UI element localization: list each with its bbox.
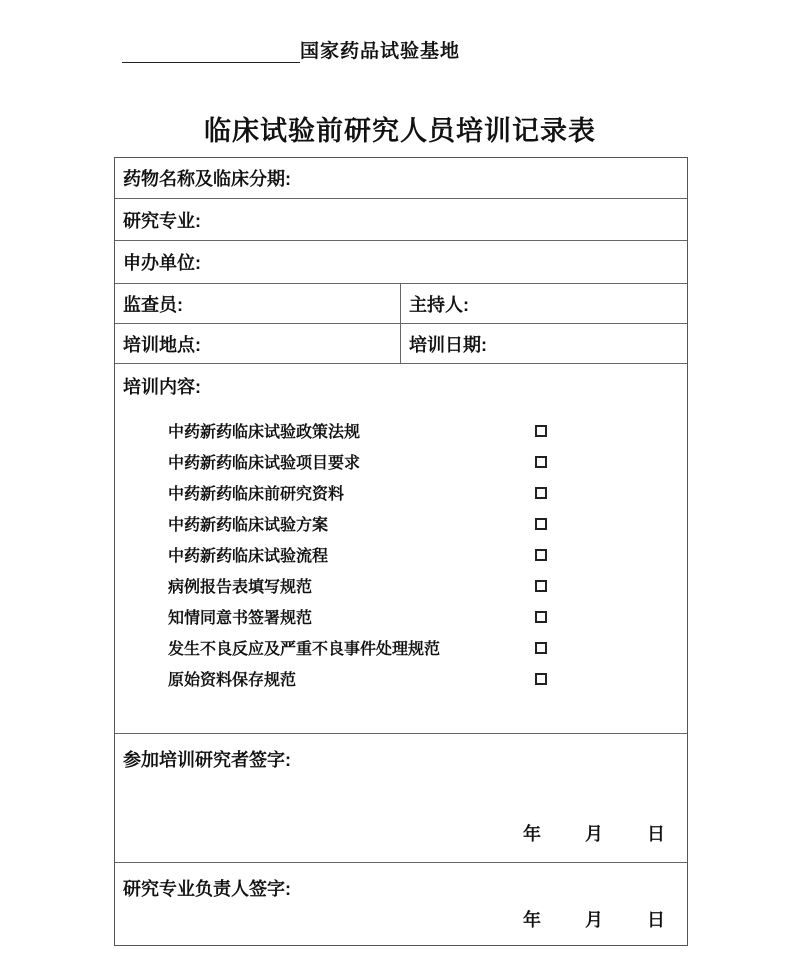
training-item-row: [168, 508, 679, 539]
monitor-label: 监查员:: [123, 294, 183, 315]
day-label: 日: [647, 824, 665, 844]
row-location-date: [115, 324, 687, 364]
training-item-checkbox[interactable]: [535, 673, 547, 685]
training-content-label: 培训内容:: [123, 377, 201, 397]
training-item-label: 中药新药临床试验项目要求: [168, 455, 361, 472]
row-monitor-host: [115, 284, 687, 324]
training-item-row: [168, 601, 679, 632]
training-item-label: 中药新药临床试验方案: [168, 517, 329, 534]
training-item-row: [168, 446, 679, 477]
training-date-label: 培训日期:: [409, 334, 487, 355]
training-item-label: 知情同意书签署规范: [168, 610, 313, 627]
training-item-label: 中药新药临床前研究资料: [168, 486, 345, 503]
host-cell: [401, 284, 687, 323]
year-label: 年: [523, 910, 541, 930]
host-label: 主持人:: [409, 294, 469, 315]
training-item-row: [168, 539, 679, 570]
row-drug-name-phase: [115, 158, 687, 199]
training-item-checkbox[interactable]: [535, 580, 547, 592]
month-label: 月: [585, 910, 603, 930]
trainee-signature-label: 参加培训研究者签字:: [123, 750, 291, 770]
training-location-label: 培训地点:: [123, 334, 201, 355]
year-label: 年: [523, 824, 541, 844]
row-research-specialty: [115, 199, 687, 241]
document-header: [122, 40, 460, 63]
row-training-content: [115, 364, 687, 734]
training-item-checkbox[interactable]: [535, 518, 547, 530]
training-item-checkbox[interactable]: [535, 456, 547, 468]
drug-name-phase-label: 药物名称及临床分期:: [123, 169, 291, 189]
training-item-label: 原始资料保存规范: [168, 672, 297, 689]
training-items-list: [168, 415, 679, 694]
organization-name: 国家药品试验基地: [300, 41, 461, 62]
training-item-checkbox[interactable]: [535, 549, 547, 561]
day-label: 日: [647, 910, 665, 930]
row-sponsor-unit: [115, 241, 687, 284]
row-trainee-signature: [115, 734, 687, 863]
header-underline: [122, 42, 300, 63]
trainee-date-line: [523, 820, 665, 846]
training-item-label: 中药新药临床试验政策法规: [168, 424, 361, 441]
training-item-checkbox[interactable]: [535, 642, 547, 654]
monitor-cell: [115, 284, 401, 323]
training-item-label: 发生不良反应及严重不良事件处理规范: [168, 641, 441, 658]
training-item-label: 病例报告表填写规范: [168, 579, 313, 596]
training-location-cell: [115, 324, 401, 363]
training-item-checkbox[interactable]: [535, 611, 547, 623]
row-leader-signature: [115, 863, 687, 945]
training-item-checkbox[interactable]: [535, 487, 547, 499]
training-item-row: [168, 663, 679, 694]
training-item-row: [168, 477, 679, 508]
training-item-row: [168, 570, 679, 601]
training-item-label: 中药新药临床试验流程: [168, 548, 329, 565]
leader-date-line: [523, 906, 665, 932]
training-record-form: [114, 157, 688, 946]
sponsor-unit-label: 申办单位:: [123, 253, 201, 273]
training-item-row: [168, 415, 679, 446]
leader-signature-label: 研究专业负责人签字:: [123, 879, 291, 899]
training-date-cell: [401, 324, 687, 363]
month-label: 月: [585, 824, 603, 844]
research-specialty-label: 研究专业:: [123, 210, 201, 231]
page-title: 临床试验前研究人员培训记录表: [204, 116, 596, 146]
training-item-checkbox[interactable]: [535, 425, 547, 437]
training-item-row: [168, 632, 679, 663]
